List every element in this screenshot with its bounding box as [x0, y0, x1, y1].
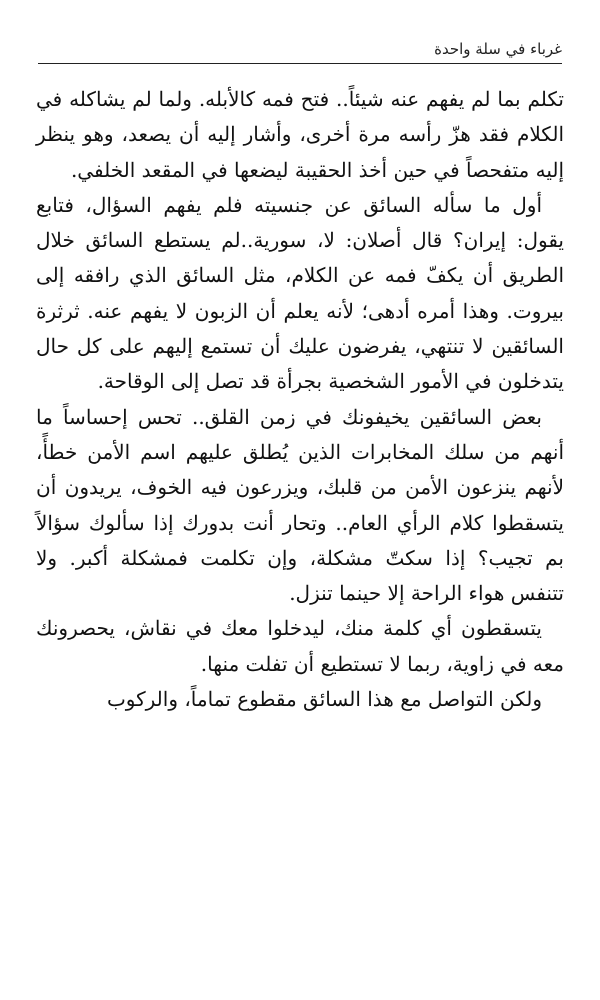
paragraph-5: ولكن التواصل مع هذا السائق مقطوع تماماً، والركوب	[106, 687, 542, 712]
body-text	[36, 82, 564, 717]
running-header: غرباء في سلة واحدة	[38, 36, 562, 64]
paragraph-1: تكلم بما لم يفهم عنه شيئاً.. فتح فمه كالأبله. ولما لم يشاكله في الكلام فقد هزّ رأسه مرة أخرى، وأشار إليه أن يصعد، وهو ينظر إليه متفحصاً في حين أخذ الحقيبة ليضعها في المقعد الخلفي.	[36, 87, 564, 182]
paragraph-2: أول ما سأله السائق عن جنسيته فلم يفهم السؤال، فتابع يقول: إيران؟ قال أصلان: لا، سورية..لم يستطع السائق خلال الطريق أن يكفّ فمه عن الكلام، مثل السائق الذي رافقه إلى بيروت. وهذا أمره أدهى؛ لأنه يعلم أن الزبون لا يفهم عنه. ثرثرة السائقين لا تنتهي، يفرضون عليك أن تستمع إليهم على كل حال يتدخلون في الأمور الشخصية بجرأة قد تصل إلى الوقاحة.	[36, 192, 564, 394]
paragraph-4: يتسقطون أي كلمة منك، ليدخلوا معك في نقاش، يحصرونك معه في زاوية، ربما لا تستطيع أن تفلت منها.	[36, 616, 564, 676]
paragraph-3: بعض السائقين يخيفونك في زمن القلق.. تحس إحساساً ما أنهم من سلك المخابرات الذين يُطلق عليهم اسم الأمن خطأً، لأنهم ينزعون الأمن من قلبك، ويزرعون فيه الخوف، يريدون أن يتسقطوا كلام الرأي العام.. وتحار أنت بدورك إذا سألوك سؤالاً بم تجيب؟ إذا سكتّ مشكلة، وإن تكلمت فمشكلة أكبر. ولا تتنفس هواء الراحة إلا حينما تنزل.	[36, 404, 564, 606]
